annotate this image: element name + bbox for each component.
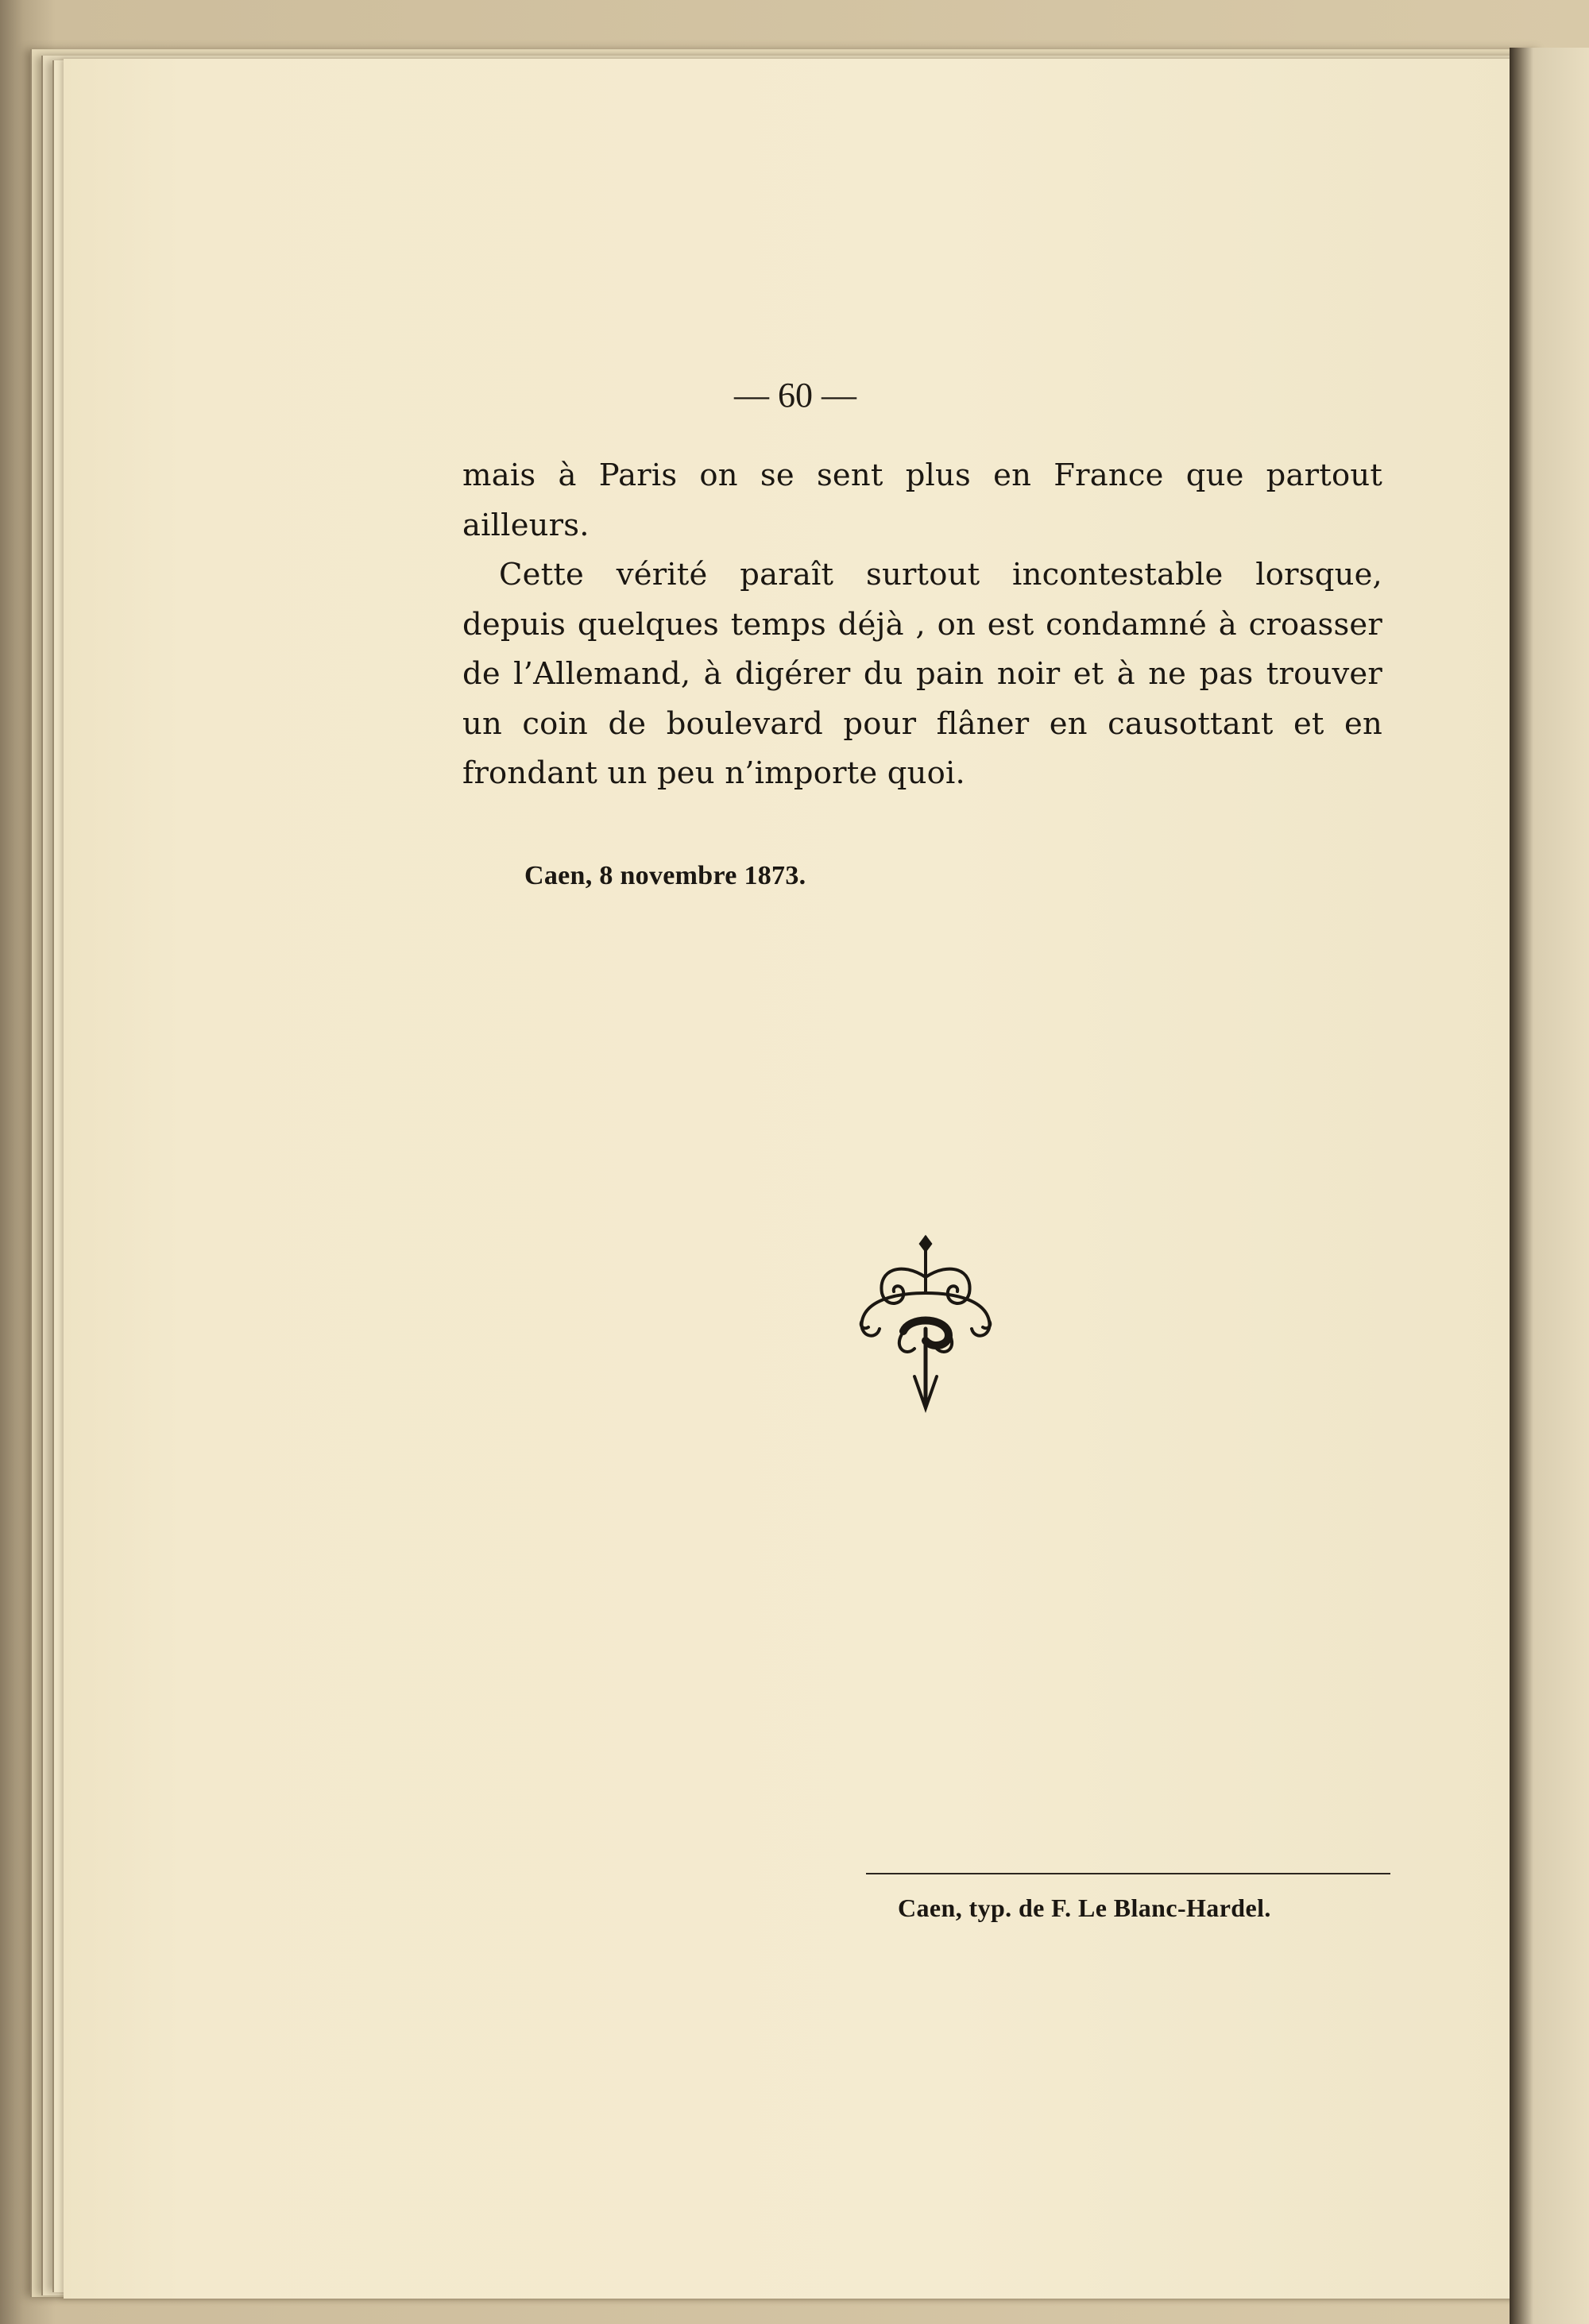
book-gutter — [1510, 48, 1589, 2324]
colophon-rule — [866, 1873, 1390, 1874]
page-number: — 60 — — [734, 376, 856, 415]
book-page — [64, 59, 1524, 2299]
fleuron-ornament-icon — [846, 1230, 1005, 1417]
paragraph-1: mais à Paris on se sent plus en France que partout ailleurs. — [462, 457, 1382, 543]
paragraph-2: Cette vérité paraît surtout incontestable lorsque, depuis quelques temps déjà , on est condamné à croasser de l’Allemand, à digérer du pain noir et à ne pas trouver un coin de boulevard pour flâner en causottant et en frondant un peu n’importe quoi. — [462, 557, 1382, 791]
body-text — [462, 451, 1382, 799]
printer-colophon: Caen, typ. de F. Le Blanc-Hardel. — [898, 1894, 1271, 1922]
dateline: Caen, 8 novembre 1873. — [524, 861, 806, 890]
